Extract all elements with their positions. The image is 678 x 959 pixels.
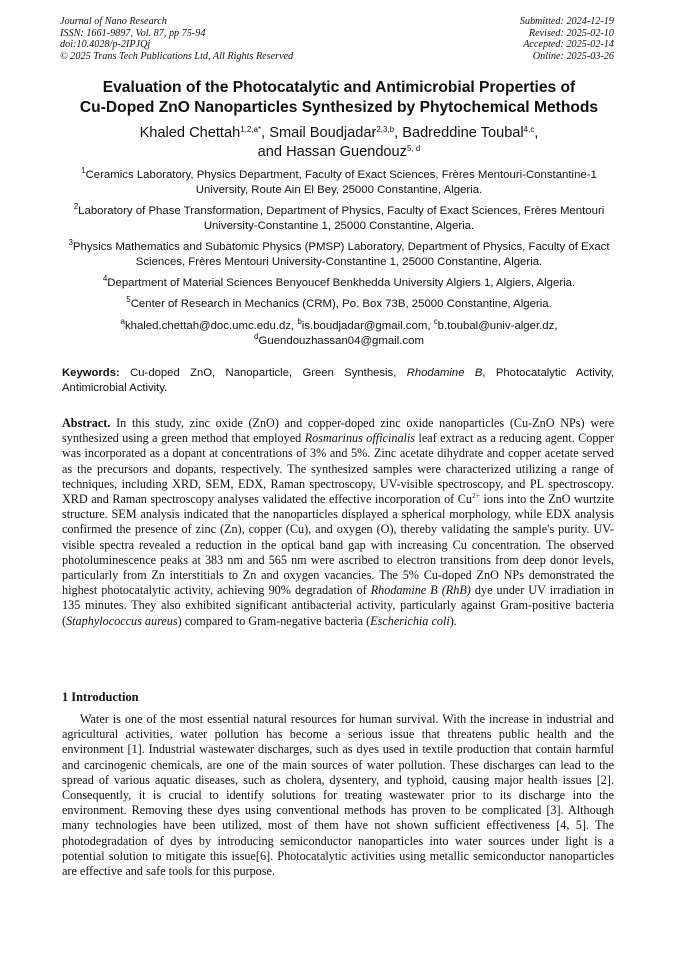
species-name: Escherichia coli	[370, 613, 450, 628]
email-link[interactable]: b.toubal@univ-alger.dz,	[437, 320, 558, 332]
abstract-label: Abstract.	[62, 416, 111, 430]
title-line-1: Evaluation of the Photocatalytic and Antimicrobial Properties of	[102, 79, 576, 96]
affiliation-1	[54, 168, 624, 197]
species-name: Staphylococcus aureus	[66, 613, 178, 628]
keywords-label: Keywords:	[62, 367, 120, 379]
affiliation-mark: 2	[73, 202, 79, 211]
email-link[interactable]: is.boudjadar@gmail.com,	[301, 320, 434, 332]
author-affiliation-mark: 1,2,a*	[240, 125, 262, 134]
author-name: and Hassan Guendouz	[257, 144, 407, 160]
email-mark: d	[254, 331, 259, 341]
journal-name: Journal of Nano Research	[60, 16, 167, 27]
accepted-date: Accepted: 2025-02-14	[523, 39, 614, 51]
doi[interactable]: doi:10.4028/p-2IPJQj	[60, 39, 151, 51]
paper-title	[40, 78, 638, 118]
author-affiliation-mark: 5, d	[406, 144, 421, 153]
title-line-2: Cu-Doped ZnO Nanoparticles Synthesized by Phytochemical Methods	[79, 99, 599, 116]
email-mark: a	[120, 317, 125, 326]
email-mark: c	[433, 317, 438, 326]
ion-charge: 2+	[471, 491, 480, 501]
section-heading-introduction: 1 Introduction	[62, 690, 139, 704]
author-separator: ,	[394, 125, 403, 141]
affiliation-3	[54, 240, 624, 269]
journal-header-right	[520, 16, 614, 62]
keywords	[62, 366, 614, 396]
affiliation-text: Laboratory of Phase Transformation, Department of Physics, Faculty of Exact Sciences, Frères Mentouri University-Constantine 1, 25000 Constantine, Algeria.	[78, 205, 605, 232]
affiliation-2	[54, 204, 624, 233]
author-name: Khaled Chettah	[139, 125, 241, 141]
online-date: Online: 2025-03-26	[532, 50, 614, 62]
abstract	[62, 416, 614, 629]
email-link[interactable]: Guendouzhassan04@gmail.com	[258, 334, 424, 347]
email-link[interactable]: khaled.chettah@doc.umc.edu.dz,	[124, 320, 298, 332]
affiliation-mark: 5	[126, 295, 131, 304]
keywords-text: , Photocatalytic Activity, Antimicrobial Activity.	[62, 367, 615, 394]
author-separator: ,	[534, 125, 539, 141]
dye-name: Rhodamine B (RhB)	[370, 583, 471, 598]
email-mark: b	[297, 317, 302, 326]
journal-header-left	[60, 16, 293, 62]
author-name: Smail Boudjadar	[269, 125, 377, 141]
author-affiliation-mark: 4,c	[523, 125, 535, 134]
affiliation-text: Ceramics Laboratory, Physics Department, Faculty of Exact Sciences, Frères Mentouri-Constantine-1 University, Route Ain El Bey, 25000 Constantine, Algeria.	[85, 169, 597, 196]
affiliation-text: Department of Material Sciences Benyoucef Benkhedda University Algiers 1, Algiers, Algeria.	[107, 277, 576, 289]
affiliation-mark: 4	[102, 274, 108, 283]
abstract-text: leaf extract as a reducing agent. Copper was incorporated as a dopant at concentrations of 3% and 5%. Zinc acetate dihydrate and copper acetate served as the precursors and dopants, respectively. The synthesized samples were characterized utilizing a range of techniques, including XRD, SEM, EDX, Raman spectroscopy, UV-visible spectroscopy, and PL spectroscopy. XRD and Raman spectroscopy analyses validated the effective incorporation of Cu	[62, 431, 614, 507]
author-affiliation-mark: 2,3,b	[376, 125, 395, 134]
affiliation-text: Physics Mathematics and Subatomic Physics (PMSP) Laboratory, Department of Physics, Faculty of Exact Sciences, Frères Mentouri University-Constantine 1, 25000 Constantine, Algeria.	[72, 241, 610, 268]
author-list	[40, 124, 638, 162]
author-name: Badreddine Toubal	[402, 125, 524, 141]
species-name: Rosmarinus officinalis	[304, 431, 416, 446]
abstract-text: In this study, zinc oxide (ZnO) and copper-doped zinc oxide nanoparticles (Cu-ZnO NPs) were synthesized using a green method that employed	[62, 416, 614, 446]
affiliation-5	[54, 297, 624, 312]
abstract-text: ions into the ZnO wurtzite structure. SEM analysis indicated that the nanoparticles displayed a spherical morphology, while EDX analysis confirmed the presence of zinc (Zn), copper (Cu), and oxygen (O), thereby validating the sample's purity. UV-visible spectra revealed a reduction in the optical band gap with increasing Cu concentration. The observed photoluminescence peaks at 383 nm and 565 nm were ascribed to electron transitions from deep donor levels, particularly from Zn interstitials to Zn and oxygen vacancies. The 5% Cu-doped ZnO NPs demonstrated the highest photocatalytic activity, achieving 90% degradation of	[62, 492, 614, 598]
affiliation-mark: 3	[68, 238, 73, 247]
affiliation-4	[54, 276, 624, 291]
affiliation-text: Center of Research in Mechanics (CRM), Po. Box 73B, 25000 Constantine, Algeria.	[130, 298, 552, 310]
author-separator: ,	[261, 125, 270, 141]
abstract-text: ).	[449, 613, 457, 628]
submitted-date: Submitted: 2024-12-19	[519, 16, 614, 27]
affiliation-mark: 1	[81, 166, 86, 175]
abstract-text: ) compared to Gram-negative bacteria (	[177, 613, 371, 628]
introduction-paragraph: Water is one of the most essential natural resources for human survival. With the increase in industrial and agricultural activities, water pollution has become a serious issue that threatens public health and the environment [1]. Industrial wastewater discharges, such as dyes used in textile production that contain harmful and carcinogenic chemicals, are one of the main sources of water pollution. These discharges can lead to the spread of various aquatic diseases, such as cholera, dysentery, and typhoid, causing major health issues [2]. Consequently, it is crucial to identify solutions for treating wastewater prior to its discharge into the environment. Removing these dyes using conventional methods has proven to be complicated [3]. Although many technologies have been utilized, most of them have not shown sufficient effectiveness [4, 5]. The photodegradation of dyes by introducing semiconductor nanoparticles into water sources under light is a potential solution to mitigate this issue[6]. Photocatalytic activities using metallic semiconductor nanoparticles are effective and safe tools for this purpose.	[62, 712, 614, 879]
keywords-text: Cu-doped ZnO, Nanoparticle, Green Synthesis,	[119, 367, 407, 379]
copyright: © 2025 Trans Tech Publications Ltd, All Rights Reserved	[60, 50, 294, 62]
keywords-italic: Rhodamine B	[406, 367, 483, 379]
revised-date: Revised: 2025-02-10	[528, 27, 614, 39]
issn: ISSN: 1661-9897, Vol. 87, pp 75-94	[60, 27, 206, 39]
author-emails	[54, 319, 624, 348]
abstract-text: dye under UV irradiation in 135 minutes. They also exhibited significant antibacterial activity, particularly against Gram-positive bacteria (	[62, 583, 614, 628]
